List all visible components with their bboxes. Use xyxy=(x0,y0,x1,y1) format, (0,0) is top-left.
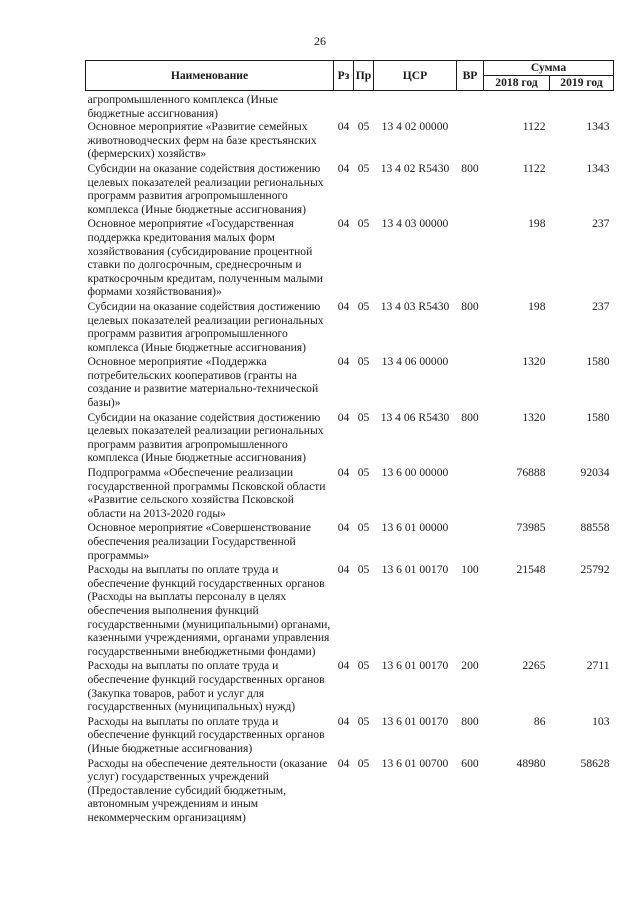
cell-rz: 04 xyxy=(337,299,350,313)
cell-rz: 04 xyxy=(337,355,350,369)
header-name: Наименование xyxy=(86,61,334,91)
cell-rz: 04 xyxy=(337,466,350,480)
cell-vr xyxy=(457,521,484,563)
table-row xyxy=(86,659,614,714)
cell-csr: 13 6 01 00170 xyxy=(381,659,449,673)
cell-2018: 73985 xyxy=(516,521,546,535)
table-row xyxy=(86,521,614,563)
cell-pr: 05 xyxy=(357,756,370,770)
cell-csr: 13 6 01 00700 xyxy=(381,756,449,770)
cell-2019: 25792 xyxy=(580,563,610,577)
cell-vr: 800 xyxy=(461,161,479,175)
cell-2018: 1320 xyxy=(522,355,546,369)
cell-pr: 05 xyxy=(357,714,370,728)
cell-2019: 1580 xyxy=(586,410,610,424)
header-csr: ЦСР xyxy=(374,61,457,91)
cell-pr: 05 xyxy=(357,659,370,673)
cell-csr: 13 6 01 00000 xyxy=(381,521,449,535)
cell-2018: 21548 xyxy=(516,563,546,577)
cell-2019: 58628 xyxy=(580,756,610,770)
cell-pr: 05 xyxy=(357,161,370,175)
cell-name: Подпрограмма «Обеспечение реализации государственной программы Псковской области «Развитие сельского хозяйства Псковской области на 2013-2020 годы» xyxy=(87,466,326,520)
cell-csr: 13 6 01 00170 xyxy=(381,563,449,577)
cell-name: Основное мероприятие «Развитие семейных животноводческих ферм на базе крестьянских (фермерских) хозяйств» xyxy=(87,120,317,161)
cell-vr: 800 xyxy=(461,410,479,424)
cell-name: Расходы на выплаты по оплате труда и обеспечение функций государственных органов (Закупка товаров, работ и услуг для государственных (муниципальных) нужд) xyxy=(87,659,325,714)
table-row xyxy=(86,162,614,217)
cell-csr: 13 4 03 R5430 xyxy=(380,299,450,313)
table-body xyxy=(86,91,614,826)
cell-name: Субсидии на оказание содействия достижению целевых показателей реализации региональных программ развития агропромышленного комплекса (Иные бюджетные ассигнования) xyxy=(87,299,324,354)
cell-2019: 1343 xyxy=(586,161,610,175)
header-rz: Рз xyxy=(334,61,354,91)
cell-rz: 04 xyxy=(337,161,350,175)
cell-2019: 103 xyxy=(592,714,610,728)
table-row xyxy=(86,300,614,355)
cell-2019: 2711 xyxy=(586,659,610,673)
cell-2019: 237 xyxy=(592,299,610,313)
cell-pr: 05 xyxy=(357,355,370,369)
table-row xyxy=(86,355,614,410)
cell-rz: 04 xyxy=(337,659,350,673)
cell-pr: 05 xyxy=(357,120,370,134)
cell-2018: 76888 xyxy=(516,466,546,480)
cell-name: Субсидии на оказание содействия достижению целевых показателей реализации региональных программ развития агропромышленного комплекса (Иные бюджетные ассигнования) xyxy=(87,410,324,465)
cell-vr: 600 xyxy=(461,756,479,770)
table-row xyxy=(86,217,614,300)
header-year-2019: 2019 год xyxy=(550,76,614,91)
cell-rz: 04 xyxy=(337,217,350,231)
cell-rz: 04 xyxy=(337,714,350,728)
cell-name: Расходы на выплаты по оплате труда и обеспечение функций государственных органов (Иные бюджетные ассигнования) xyxy=(87,714,325,755)
cell-2018: 1320 xyxy=(522,410,546,424)
cell-name: Основное мероприятие «Поддержка потребительских кооперативов (гранты на создание и развитие материально-технической базы)» xyxy=(87,355,319,410)
cell-name: Расходы на обеспечение деятельности (оказание услуг) государственных учреждений (Предоставление субсидий бюджетным, автономным учреждениям и иным некоммерческим организациям) xyxy=(87,756,328,824)
table-row xyxy=(86,563,614,659)
cell-2018: 198 xyxy=(528,299,546,313)
cell-vr: 100 xyxy=(461,563,479,577)
header-sum: Сумма xyxy=(484,61,614,76)
cell-pr: 05 xyxy=(357,299,370,313)
cell-name: Основное мероприятие «Совершенствование обеспечения реализации Государственной программы» xyxy=(87,521,311,562)
header-pr: Пр xyxy=(354,61,374,91)
cell-name: Субсидии на оказание содействия достижению целевых показателей реализации региональных программ развития агропромышленного комплекса (Иные бюджетные ассигнования) xyxy=(87,161,324,216)
cell-2019: 92034 xyxy=(580,466,610,480)
table-row xyxy=(86,120,614,162)
cell-csr: 13 4 06 00000 xyxy=(381,355,449,369)
cell-2018: 198 xyxy=(528,217,546,231)
cell-name: Основное мероприятие «Государственная поддержка кредитования малых форм хозяйствования (субсидирование процентной ставки по долгосрочным, среднесрочным и краткосрочным кредитам, полученным малыми формами хозяйствования)» xyxy=(87,217,323,299)
cell-2019: 1580 xyxy=(586,355,610,369)
table-row xyxy=(86,757,614,826)
cell-2019: 88558 xyxy=(580,521,610,535)
cell-csr: 13 4 03 00000 xyxy=(381,217,449,231)
table-row-continuation xyxy=(86,91,614,121)
cell-pr: 05 xyxy=(357,521,370,535)
table-row xyxy=(86,411,614,466)
cell-2018: 48980 xyxy=(516,756,546,770)
cell-pr: 05 xyxy=(357,563,370,577)
cell-csr: 13 4 02 R5430 xyxy=(380,161,450,175)
cell-vr xyxy=(457,466,484,521)
cell-vr xyxy=(457,355,484,410)
budget-table xyxy=(85,60,614,825)
cell-vr xyxy=(457,120,484,162)
table-row xyxy=(86,466,614,521)
cell-vr: 200 xyxy=(461,659,479,673)
continuation-text: агропромышленного комплекса (Иные бюджетные ассигнования) xyxy=(87,93,279,120)
cell-rz: 04 xyxy=(337,563,350,577)
cell-2018: 2265 xyxy=(522,659,546,673)
header-vr: ВР xyxy=(457,61,484,91)
header-year-2018: 2018 год xyxy=(484,76,550,91)
cell-2019: 237 xyxy=(592,217,610,231)
cell-csr: 13 4 02 00000 xyxy=(381,120,449,134)
cell-rz: 04 xyxy=(337,521,350,535)
cell-2018: 1122 xyxy=(522,161,546,175)
cell-csr: 13 6 01 00170 xyxy=(381,714,449,728)
cell-2019: 1343 xyxy=(586,120,610,134)
cell-rz: 04 xyxy=(337,120,350,134)
cell-pr: 05 xyxy=(357,466,370,480)
cell-pr: 05 xyxy=(357,410,370,424)
cell-rz: 04 xyxy=(337,410,350,424)
cell-name: Расходы на выплаты по оплате труда и обеспечение функций государственных органов (Расходы на выплаты персоналу в целях обеспечения выполнения функций государственными (муниципальными) органами, казенными учреждениями, органами управления государственными внебюджетными фондами) xyxy=(87,563,331,658)
cell-vr: 800 xyxy=(461,299,479,313)
table-row xyxy=(86,715,614,757)
cell-rz: 04 xyxy=(337,756,350,770)
cell-pr: 05 xyxy=(357,217,370,231)
cell-2018: 1122 xyxy=(522,120,546,134)
page-number: 26 xyxy=(314,34,326,48)
cell-csr: 13 4 06 R5430 xyxy=(380,410,450,424)
cell-csr: 13 6 00 00000 xyxy=(381,466,449,480)
cell-vr: 800 xyxy=(461,714,479,728)
cell-2018: 86 xyxy=(533,714,546,728)
cell-vr xyxy=(457,217,484,300)
